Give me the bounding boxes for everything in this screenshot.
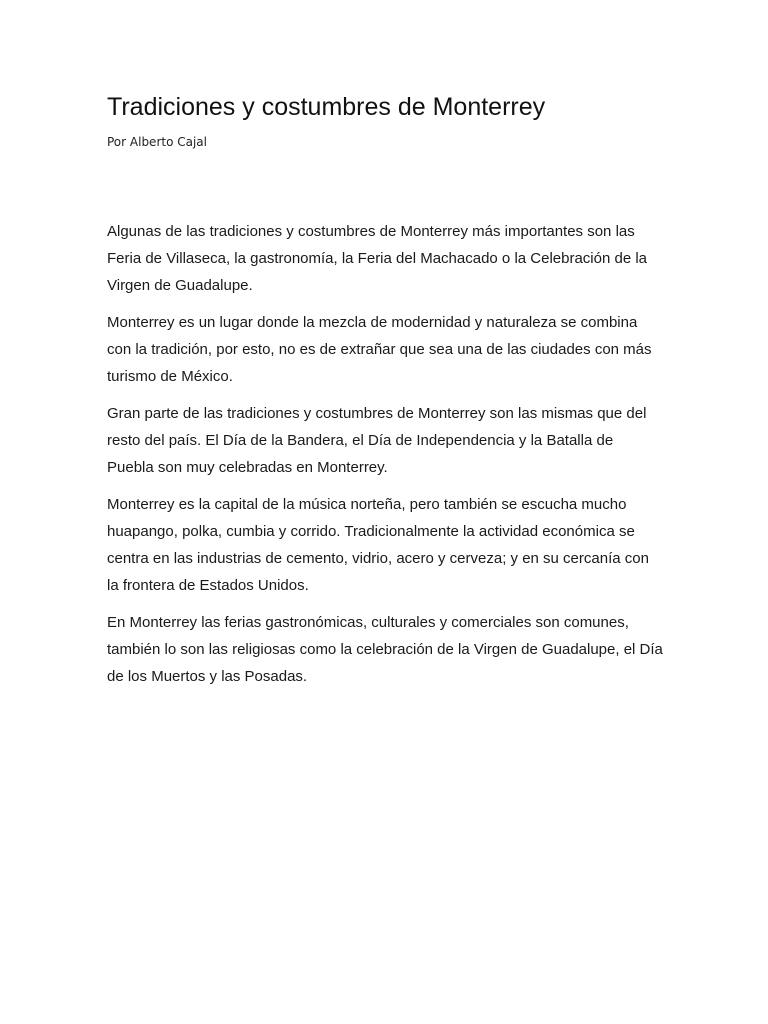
document-title: Tradiciones y costumbres de Monterrey (107, 93, 546, 121)
paragraph: Monterrey es la capital de la música norteña, pero también se escucha mucho huapango, polka, cumbia y corrido. Tradicionalmente la actividad económica se centra en las industrias de cemento, vidrio, acero y cerveza; y en su cercanía con la frontera de Estados Unidos. (107, 496, 649, 594)
author-byline: Por Alberto Cajal (107, 135, 207, 149)
paragraph: En Monterrey las ferias gastronómicas, culturales y comerciales son comunes, también lo son las religiosas como la celebración de la Virgen de Guadalupe, el Día de los Muertos y las Posadas. (107, 614, 663, 685)
paragraph: Monterrey es un lugar donde la mezcla de modernidad y naturaleza se combina con la tradición, por esto, no es de extrañar que sea una de las ciudades con más turismo de México. (107, 314, 652, 385)
paragraph: Gran parte de las tradiciones y costumbres de Monterrey son las mismas que del resto del país. El Día de la Bandera, el Día de Independencia y la Batalla de Puebla son muy celebradas en Monterrey. (107, 405, 647, 476)
document-body (107, 218, 663, 700)
paragraph: Algunas de las tradiciones y costumbres de Monterrey más importantes son las Feria de Villaseca, la gastronomía, la Feria del Machacado o la Celebración de la Virgen de Guadalupe. (107, 223, 648, 294)
